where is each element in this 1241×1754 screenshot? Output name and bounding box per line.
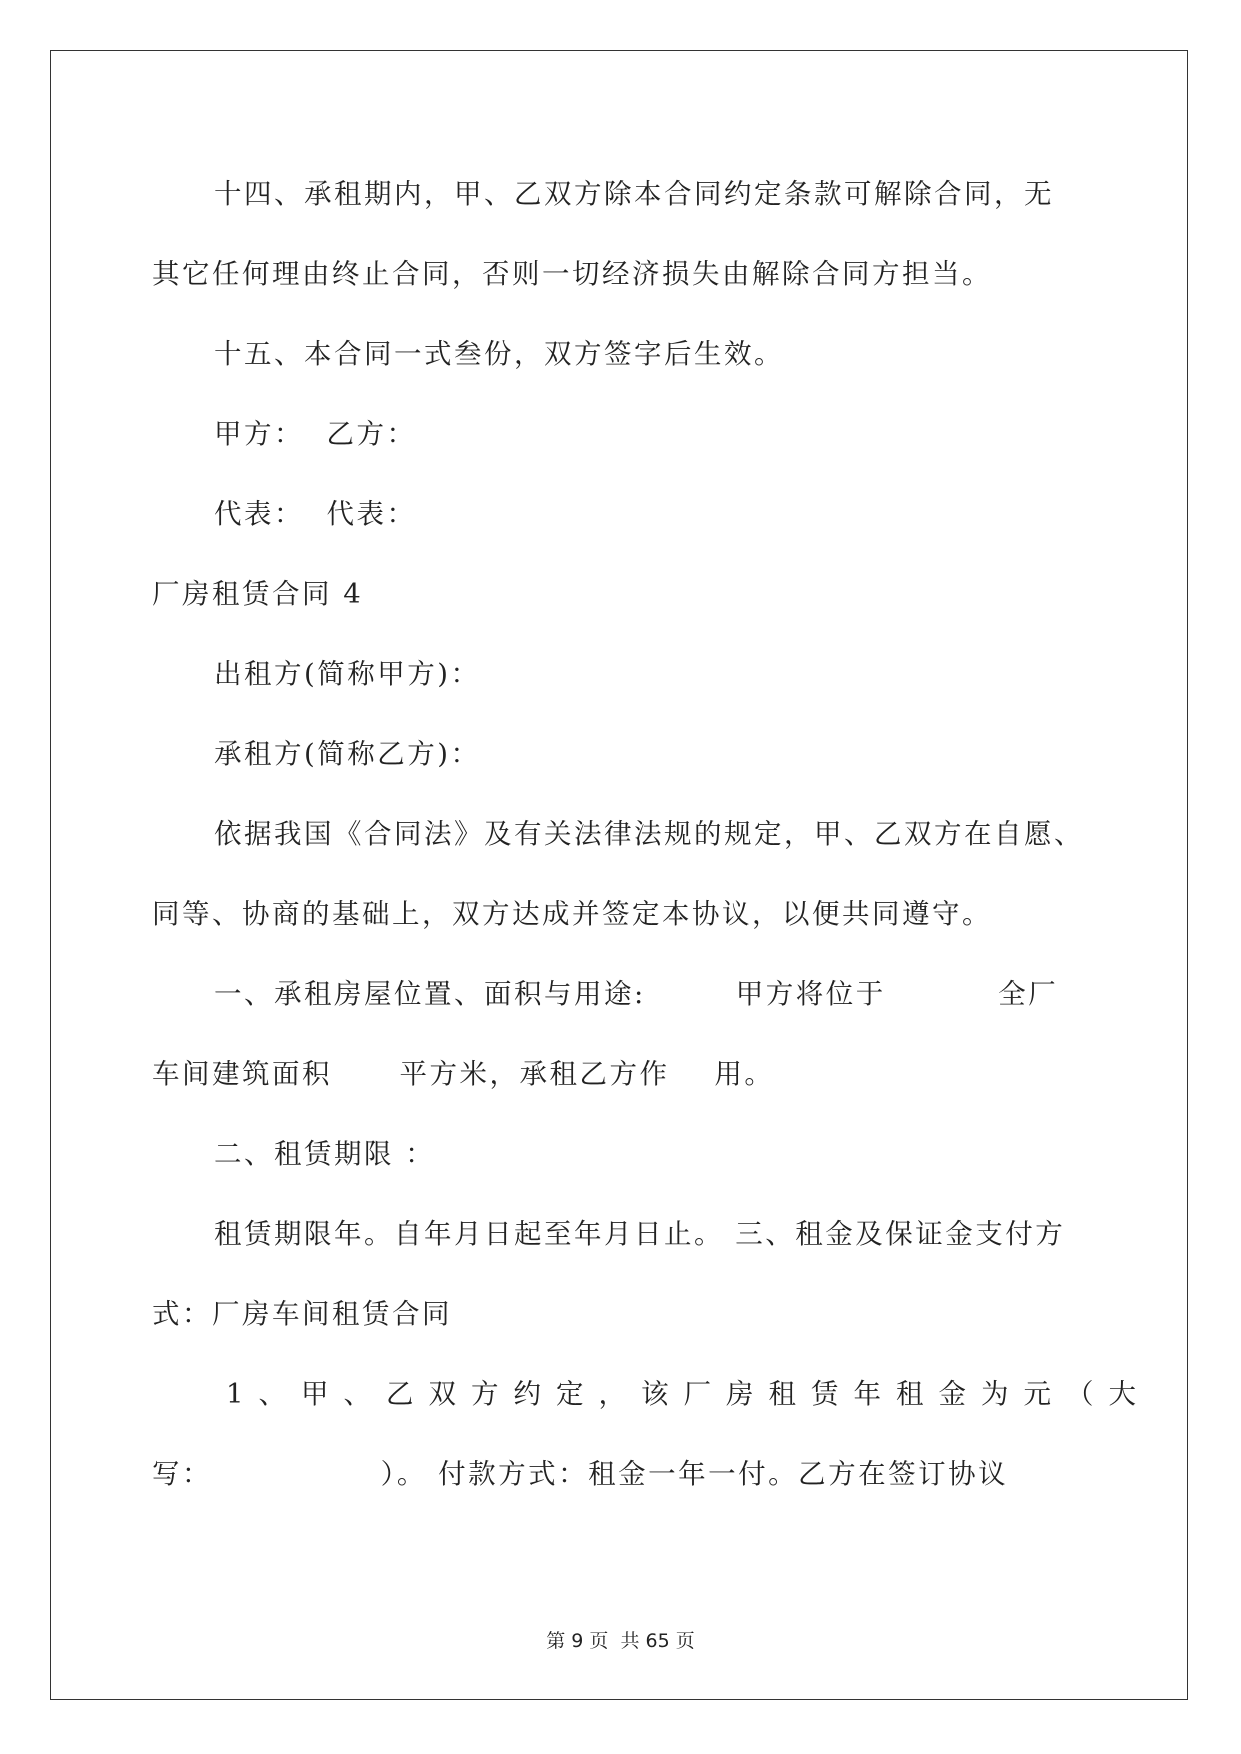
paragraph-line: 依据我国《合同法》及有关法律法规的规定，甲、乙双方在自愿、 [214, 818, 1084, 850]
paragraph-line: 其它任何理由终止合同，否则一切经济损失由解除合同方担当。 [152, 258, 992, 290]
lessor-line: 出租方(简称甲方)： [214, 658, 481, 690]
page-number: 第 9 页 [546, 1630, 609, 1652]
page-border [50, 50, 1188, 1700]
clause-line: 写： ）。 付款方式：租金一年一付。乙方在签订协议 [152, 1458, 1009, 1490]
paragraph-line: 同等、协商的基础上，双方达成并签定本协议，以便共同遵守。 [152, 898, 992, 930]
clause-line: 租赁期限年。自年月日起至年月日止。 三、租金及保证金支付方 [214, 1218, 1066, 1250]
section-heading: 厂房租赁合同 4 [152, 578, 364, 610]
signature-line-party: 甲方： 乙方： [214, 418, 417, 450]
paragraph-line: 十四、承租期内，甲、乙双方除本合同约定条款可解除合同，无 [214, 178, 1054, 210]
clause-line: 式：厂房车间租赁合同 [152, 1298, 452, 1330]
lessee-line: 承租方(简称乙方)： [214, 738, 481, 770]
clause-line: 二、租赁期限 ： [214, 1138, 436, 1170]
paragraph-line: 十五、本合同一式叁份，双方签字后生效。 [214, 338, 784, 370]
page-footer [0, 1626, 1241, 1653]
clause-line: 1、甲、乙双方约定，该厂房租赁年租金为元（大 [226, 1378, 1151, 1410]
signature-line-representative: 代表： 代表： [214, 498, 417, 530]
clause-line: 一、承租房屋位置、面积与用途: 甲方将位于 全厂 [214, 978, 1059, 1010]
page-total: 共 65 页 [620, 1630, 695, 1652]
clause-line: 车间建筑面积 平方米，承租乙方作 用。 [152, 1058, 775, 1090]
